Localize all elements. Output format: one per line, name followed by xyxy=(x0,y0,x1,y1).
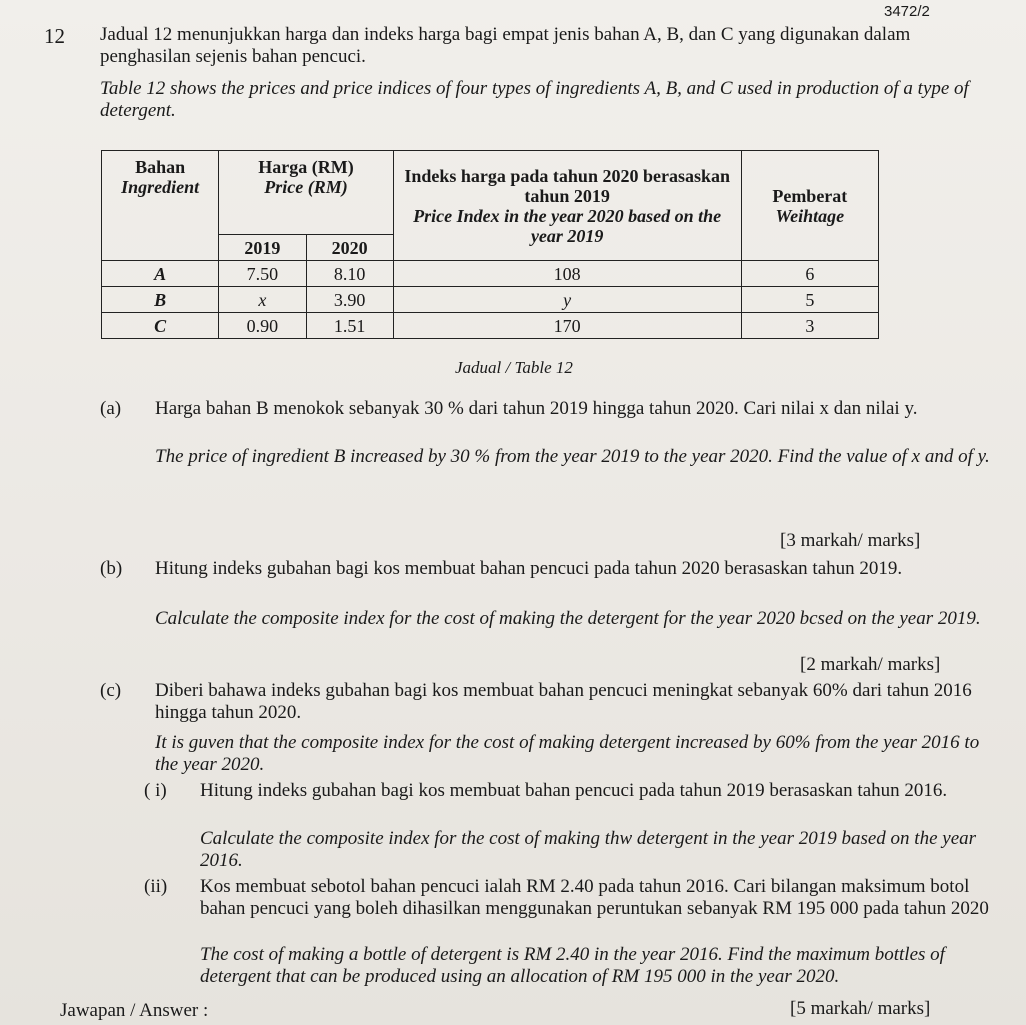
part-c-i-malay: Hitung indeks gubahan bagi kos membuat bahan pencuci pada tahun 2019 berasaskan tahun 2016. xyxy=(200,780,948,801)
header-price: Harga (RM) Price (RM) xyxy=(219,151,393,235)
part-a-label: (a) xyxy=(100,398,122,419)
part-c-marks: [5 markah/ marks] xyxy=(790,998,931,1019)
intro-malay: Jadual 12 menunjukkan harga dan indeks harga bagi empat jenis bahan A, B, dan C yang digunakan dalam penghasilan sejenis bahan pencuci. xyxy=(100,24,911,67)
header-ingredient: Bahan Ingredient xyxy=(102,151,219,261)
part-b-label: (b) xyxy=(100,558,123,579)
part-c-i-label: ( i) xyxy=(144,780,167,801)
header-weight: Pemberat Weihtage xyxy=(741,151,878,261)
table-row: A 7.50 8.10 108 6 xyxy=(102,261,879,287)
part-b-malay: Hitung indeks gubahan bagi kos membuat bahan pencuci pada tahun 2020 berasaskan tahun 2019. xyxy=(155,558,903,579)
header-index: Indeks harga pada tahun 2020 berasaskan tahun 2019 Price Index in the year 2020 based on the year 2019 xyxy=(393,151,741,261)
header-year-2020: 2020 xyxy=(306,235,393,261)
part-b-marks: [2 markah/ marks] xyxy=(800,654,941,675)
part-a-marks: [3 markah/ marks] xyxy=(780,530,921,551)
table-caption: Jadual / Table 12 xyxy=(455,358,573,377)
part-c-malay: Diberi bahawa indeks gubahan bagi kos membuat bahan pencuci meningkat sebanyak 60% dari tahun 2016 hingga tahun 2020. xyxy=(155,680,972,723)
intro-english: Table 12 shows the prices and price indices of four types of ingredients A, B, and C used in production of a type of detergent. xyxy=(100,78,969,121)
part-c-ii-malay: Kos membuat sebotol bahan pencuci ialah RM 2.40 pada tahun 2016. Cari bilangan maksimum botol bahan pencuci yang boleh dihasilkan menggunakan peruntukan sebanyak RM 195 000 pada tahun 2020 xyxy=(200,876,989,919)
part-c-english: It is guven that the composite index for the cost of making detergent increased by 60% from the year 2016 to the year 2020. xyxy=(155,732,980,775)
part-c-label: (c) xyxy=(100,680,122,701)
price-index-table xyxy=(101,150,879,339)
table-row: B x 3.90 y 5 xyxy=(102,287,879,313)
part-c-ii-label: (ii) xyxy=(144,876,168,897)
part-c-i-english: Calculate the composite index for the cost of making thw detergent in the year 2019 based on the year 2016. xyxy=(200,828,977,871)
question-number: 12 xyxy=(44,24,65,48)
header-year-2019: 2019 xyxy=(219,235,306,261)
paper-code: 3472/2 xyxy=(884,3,930,20)
table-row: C 0.90 1.51 170 3 xyxy=(102,313,879,339)
part-a-malay: Harga bahan B menokok sebanyak 30 % dari tahun 2019 hingga tahun 2020. Cari nilai x dan nilai y. xyxy=(155,398,918,419)
answer-label: Jawapan / Answer : xyxy=(60,1000,209,1021)
part-c-ii-english: The cost of making a bottle of detergent is RM 2.40 in the year 2016. Find the maximum bottles of detergent that can be produced using an allocation of RM 195 000 in the year 2020. xyxy=(200,944,945,987)
part-b-english: Calculate the composite index for the cost of making the detergent for the year 2020 bcsed on the year 2019. xyxy=(155,608,981,629)
part-a-english: The price of ingredient B increased by 30 % from the year 2019 to the year 2020. Find the value of x and of y. xyxy=(155,446,990,467)
